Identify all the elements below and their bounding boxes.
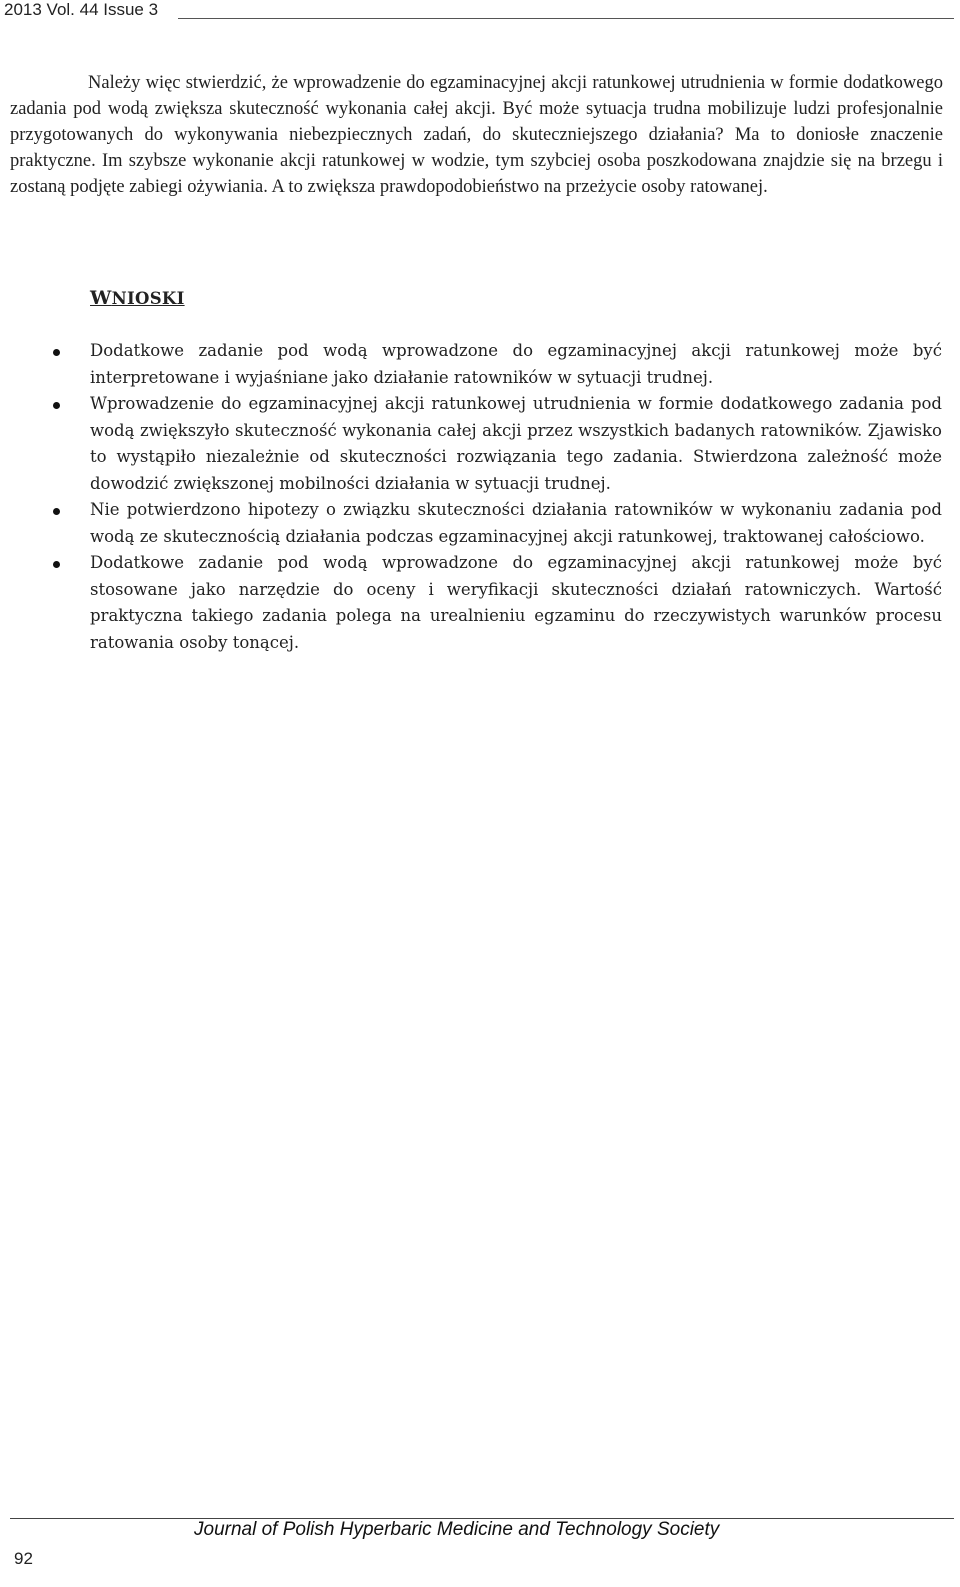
conclusion-text: Nie potwierdzono hipotezy o związku skuteczności działania ratowników w wykonaniu zadania pod wodą ze skutecznością działania podczas egzaminacyjnej akcji ratunkowej, traktowanej całościowo. [90,500,942,546]
bullet-icon [53,508,60,515]
heading-initial: W [90,287,112,309]
footer-journal-title: Journal of Polish Hyperbaric Medicine and Technology Society [194,1519,720,1540]
conclusion-item [90,338,942,391]
bullet-icon [53,349,60,356]
conclusions-list [90,338,942,656]
body-paragraph: Należy więc stwierdzić, że wprowadzenie do egzaminacyjnej akcji ratunkowej utrudnienia w formie dodatkowego zadania pod wodą zwiększa skuteczność wykonania całej akcji. Być może sytuacja trudna mobilizuje ludzi profesjonalnie przygotowanych do wykonywania niebezpiecznych zadań, do skuteczniejszego działania? Ma to doniosłe znaczenie praktyczne. Im szybsze wykonanie akcji ratunkowej w wodzie, tym szybciej osoba poszkodowana znajdzie się na brzegu i zostaną podjęte zabiegi ożywiania. A to zwiększa prawdopodobieństwo na przeżycie osoby ratowanej. [10,73,943,197]
bullet-icon [53,561,60,568]
conclusion-item [90,497,942,550]
page-header [0,0,960,22]
conclusion-item [90,391,942,497]
conclusion-text: Dodatkowe zadanie pod wodą wprowadzone do egzaminacyjnej akcji ratunkowej może być interpretowane i wyjaśniane jako działanie ratowników w sytuacji trudnej. [90,341,942,387]
header-rule [178,18,954,19]
page-number: 92 [14,1549,33,1568]
issue-label: 2013 Vol. 44 Issue 3 [4,0,159,19]
section-heading-conclusions [90,287,185,309]
bullet-icon [53,402,60,409]
conclusion-text: Dodatkowe zadanie pod wodą wprowadzone do egzaminacyjnej akcji ratunkowej może być stosowane jako narzędzie do oceny i weryfikacji skuteczności działań ratowniczych. Wartość praktyczna takiego zadania polega na urealnieniu egzaminu do rzeczywistych warunków procesu ratowania osoby tonącej. [90,553,942,652]
heading-rest: NIOSKI [111,289,185,308]
conclusion-text: Wprowadzenie do egzaminacyjnej akcji ratunkowej utrudnienia w formie dodatkowego zadania pod wodą zwiększyło skuteczność wykonania całej akcji przez wszystkich badanych ratowników. Zjawisko to wystąpiło niezależnie od skuteczności rozwiązania tego zadania. Stwierdzona zależność może dowodzić zwiększonej mobilności działania w sytuacji trudnej. [90,394,942,493]
conclusion-item [90,550,942,656]
